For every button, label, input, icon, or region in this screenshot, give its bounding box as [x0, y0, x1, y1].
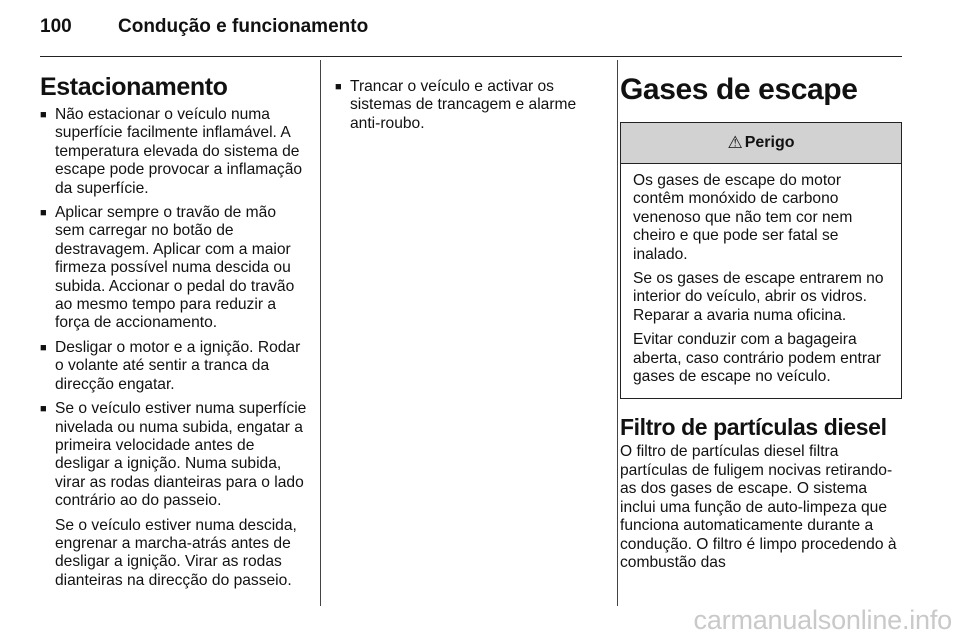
list-item: ■ Desligar o motor e a ignição. Rodar o volante até sentir a tranca da direcção engatar.	[40, 339, 308, 394]
parking-list	[40, 106, 308, 590]
column-divider-2	[617, 60, 618, 606]
page-header	[40, 16, 368, 38]
column-continued	[335, 78, 605, 139]
warning-paragraph: Os gases de escape do motor contêm monóxido de carbono venenoso que não tem cor nem cheiro e que pode ser fatal se inalado.	[633, 172, 853, 263]
column-divider-1	[320, 60, 321, 606]
list-item: ■ Não estacionar o veículo numa superfície facilmente inflamável. A temperatura elevada do sistema de escape pode provocar a inflamação da superfície.	[40, 106, 308, 198]
list-item: ■ Se o veículo estiver numa superfície nivelada ou numa subida, engatar a primeira velocidade antes de desligar a ignição. Numa subida, virar as rodas dianteiras para o lado contrário ao do passeio. Se o veículo estiver numa descida, engrenar a marcha-atrás antes de desligar a ignição. Virar as rodas dianteiras na direcção do passeio.	[40, 400, 308, 590]
warning-title: Perigo	[744, 133, 795, 151]
warning-header	[621, 123, 901, 164]
continued-list	[335, 78, 605, 133]
list-item: ■ Aplicar sempre o travão de mão sem carregar no botão de destravagem. Aplicar com a maior firmeza possível numa descida ou subida. Accionar o pedal do travão ao mesmo tempo para reduzir a força de accionamento.	[40, 204, 308, 333]
dpf-body	[620, 443, 902, 572]
column-parking	[40, 72, 308, 596]
watermark: carmanualsonline.info	[693, 605, 952, 635]
dpf-heading: Filtro de partículas diesel	[620, 414, 887, 441]
list-item: ■ Trancar o veículo e activar os sistemas de trancagem e alarme anti-roubo.	[335, 78, 605, 133]
list-item-subparagraph: Se o veículo estiver numa descida, engrenar a marcha-atrás antes de desligar a ignição. Virar as rodas dianteiras na direcção do passeio.	[55, 516, 297, 589]
header-rule	[40, 56, 902, 57]
exhaust-heading: Gases de escape	[620, 73, 858, 106]
dpf-paragraph: O filtro de partículas diesel filtra partículas de fuligem nocivas retirando-as dos gases de escape. O sistema inclui uma função de auto-limpeza que funciona automaticamente durante a condução. O filtro é limpo procedendo à combustão das	[620, 443, 897, 571]
warning-triangle-icon: ⚠	[727, 132, 743, 152]
danger-warning-box	[620, 122, 902, 399]
warning-paragraph: Se os gases de escape entrarem no interior do veículo, abrir os vidros. Reparar a avaria numa oficina.	[633, 270, 884, 324]
section-title: Condução e funcionamento	[118, 16, 369, 37]
warning-paragraph: Evitar conduzir com a bagageira aberta, caso contrário podem entrar gases de escape no veículo.	[633, 331, 881, 386]
page-number: 100	[40, 16, 72, 37]
column-exhaust	[620, 72, 902, 572]
warning-body	[621, 164, 901, 398]
parking-heading: Estacionamento	[40, 73, 228, 101]
